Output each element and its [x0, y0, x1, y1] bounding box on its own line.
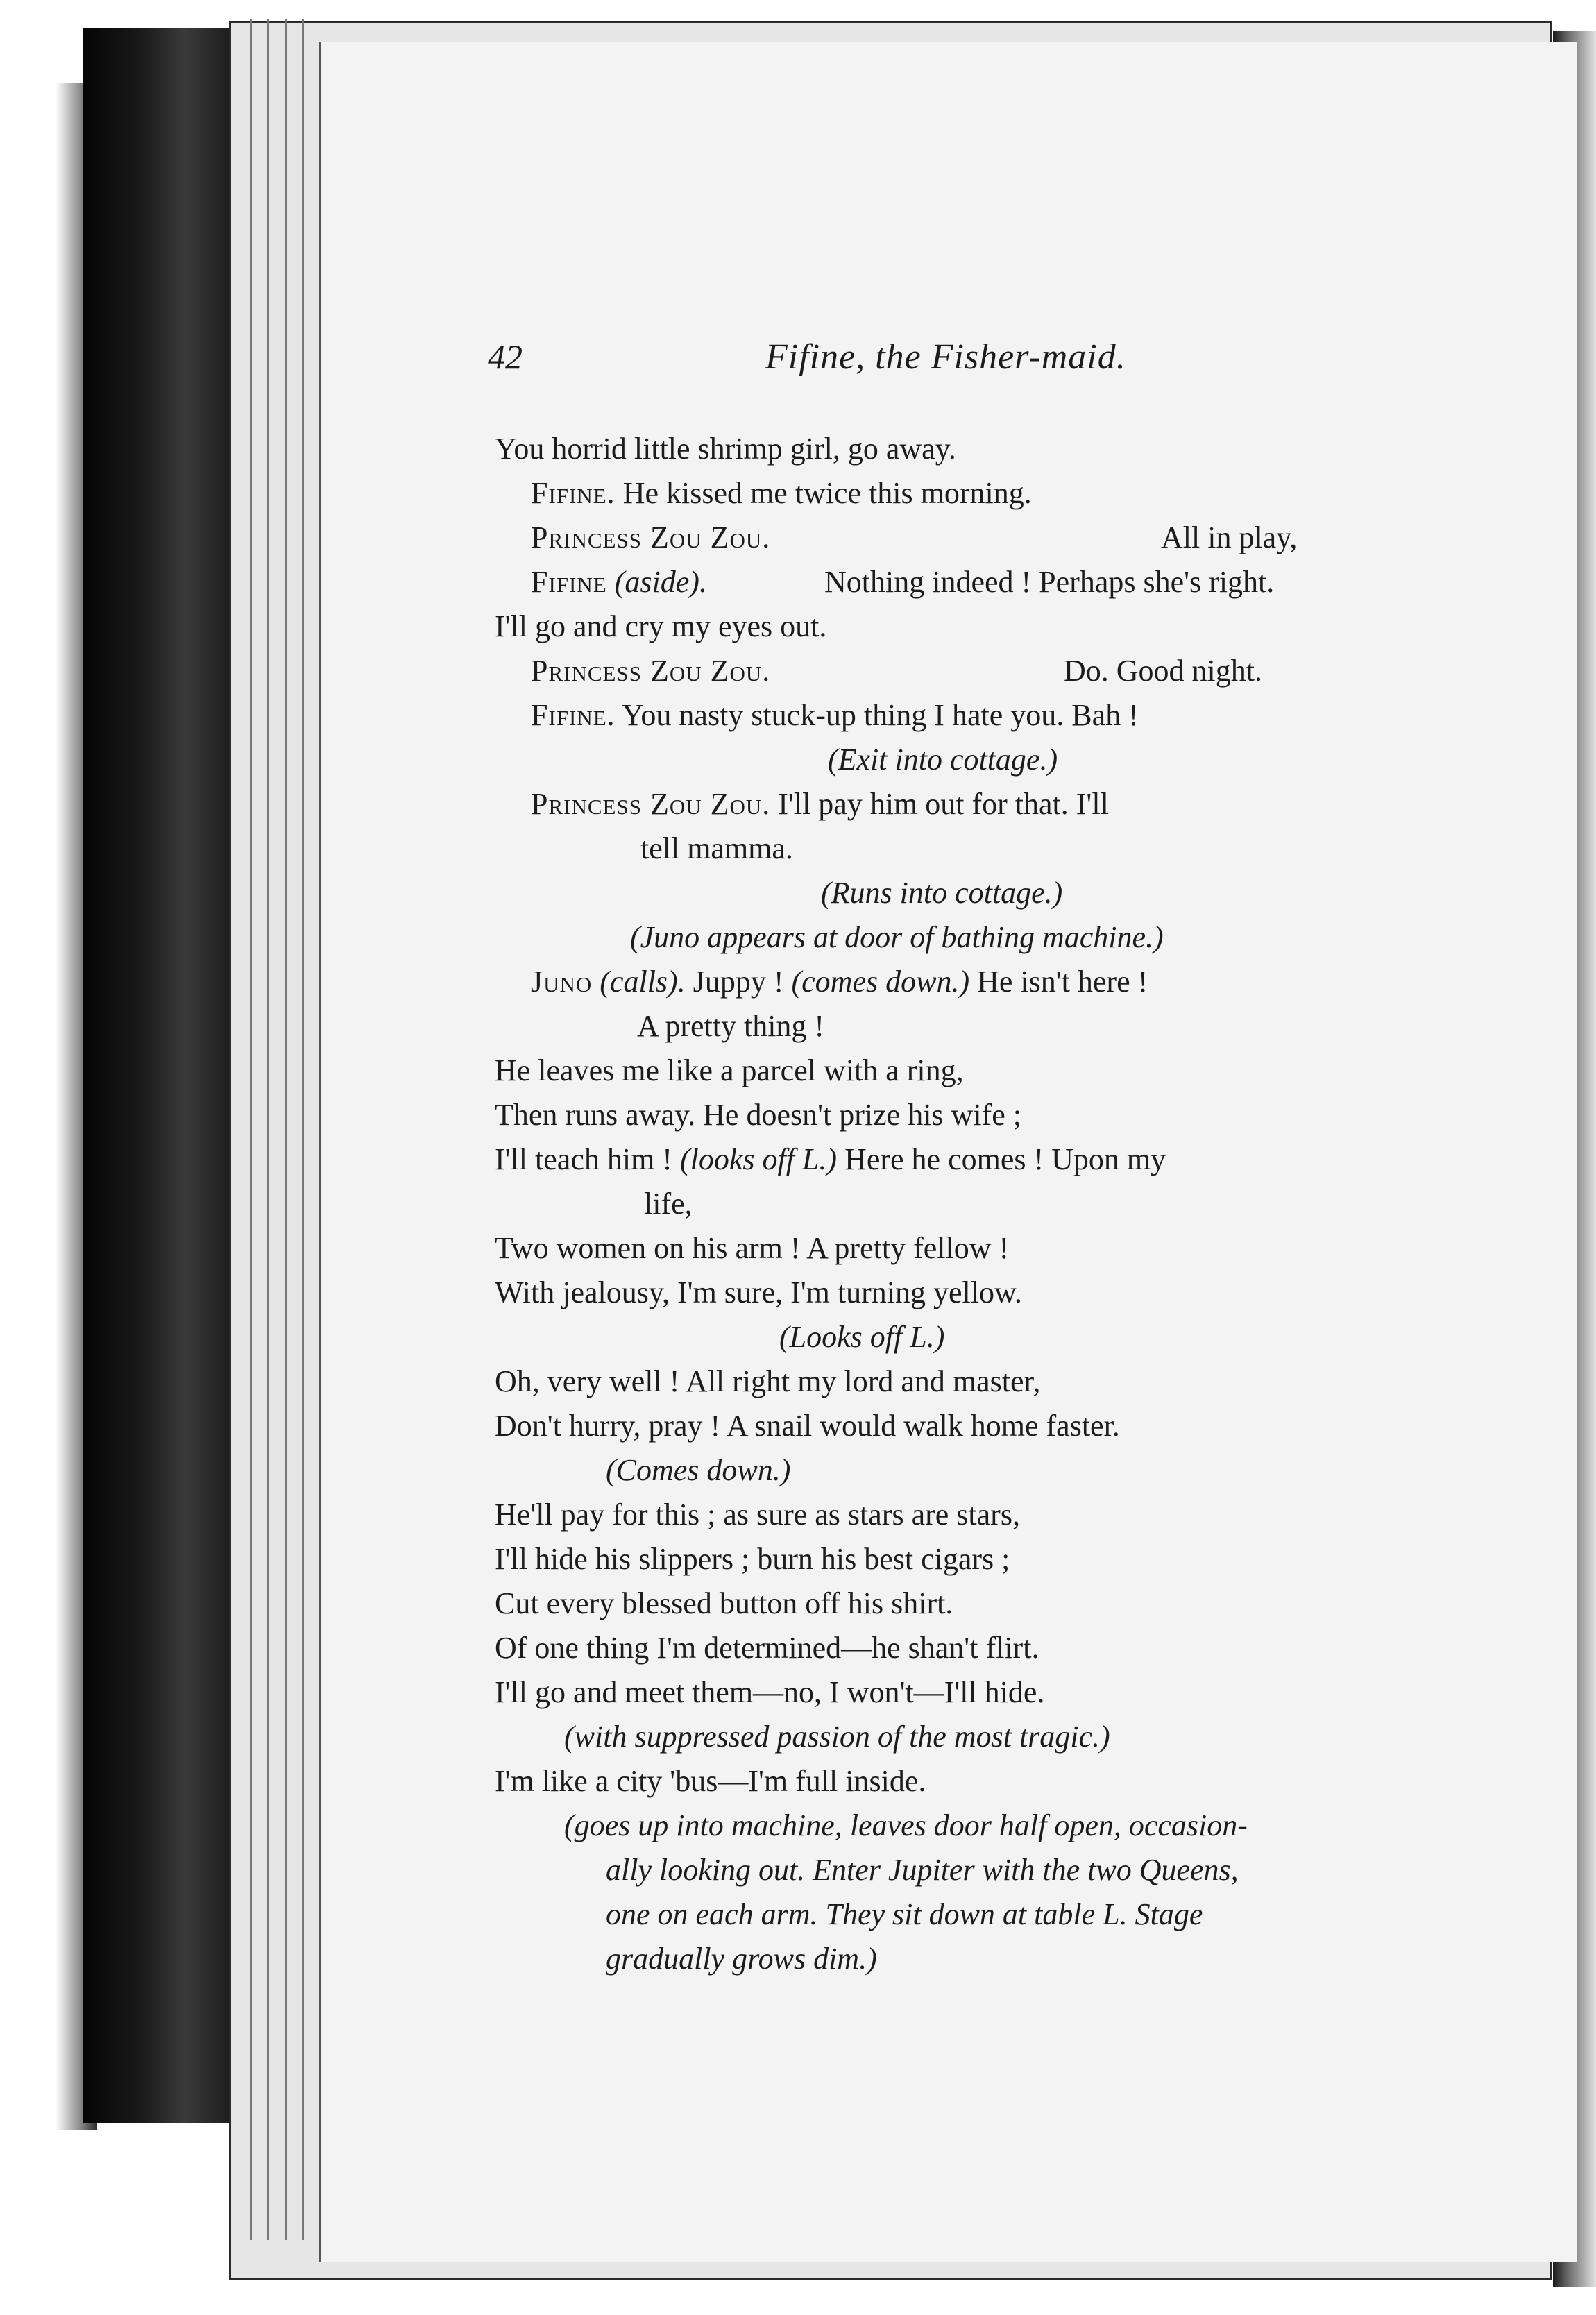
- verse-text: Juppy !: [693, 965, 784, 999]
- dialogue-line: [495, 516, 1563, 560]
- verse-text: He isn't here !: [977, 965, 1148, 999]
- verse-line: Cut every blessed button off his shirt.: [495, 1586, 953, 1620]
- dialogue-line: [495, 471, 1563, 516]
- verse-text: Here he comes ! Upon my: [844, 1142, 1166, 1176]
- verse-text: You nasty stuck-up thing I hate you. Bah !: [622, 698, 1139, 732]
- speaker-name: Princess Zou Zou.: [531, 787, 771, 821]
- verse-line: I'll go and cry my eyes out.: [495, 609, 827, 643]
- page-header: [321, 337, 1577, 392]
- stage-direction: (aside).: [614, 565, 707, 599]
- book-page: [319, 42, 1577, 2262]
- page-body: [495, 427, 1563, 1981]
- verse-line: A pretty thing !: [637, 1009, 825, 1043]
- speaker-name: Princess Zou Zou.: [531, 654, 771, 688]
- speaker-name: Fifine: [531, 565, 607, 599]
- dialogue-line: [495, 693, 1563, 738]
- verse-line: You horrid little shrimp girl, go away.: [495, 432, 956, 466]
- stage-direction: (with suppressed passion of the most tragic.): [564, 1720, 1110, 1754]
- verse-line: Of one thing I'm determined—he shan't flirt.: [495, 1631, 1039, 1665]
- page-edge: [267, 19, 269, 2240]
- dialogue-line: [495, 960, 1563, 1004]
- verse-line: tell mamma.: [640, 831, 793, 865]
- stage-direction: ally looking out. Enter Jupiter with the two Queens,: [606, 1853, 1239, 1887]
- stage-direction: (comes down.): [791, 965, 970, 999]
- verse-line: He leaves me like a parcel with a ring,: [495, 1053, 964, 1087]
- speaker-name: Fifine.: [531, 698, 616, 732]
- verse-text: Do. Good night.: [1064, 654, 1262, 688]
- dialogue-line: [495, 560, 1563, 604]
- dialogue-line: [495, 782, 1563, 826]
- page-number: 42: [488, 337, 523, 376]
- stage-direction: (Runs into cottage.): [821, 876, 1063, 910]
- verse-text: I'll pay him out for that. I'll: [778, 787, 1109, 821]
- speaker-name: Fifine.: [531, 476, 616, 510]
- verse-line: Then runs away. He doesn't prize his wife ;: [495, 1098, 1021, 1132]
- running-title: Fifine, the Fisher-maid.: [765, 337, 1126, 377]
- verse-line: I'll go and meet them—no, I won't—I'll hide.: [495, 1675, 1045, 1709]
- page-edge: [250, 19, 252, 2240]
- verse-line: He'll pay for this ; as sure as stars are stars,: [495, 1498, 1020, 1532]
- stage-direction: (Juno appears at door of bathing machine.): [630, 920, 1164, 954]
- page-edge: [302, 19, 304, 2240]
- stage-direction: (Comes down.): [606, 1453, 791, 1487]
- verse-line: I'm like a city 'bus—I'm full inside.: [495, 1764, 926, 1798]
- stage-direction: (goes up into machine, leaves door half open, occasion-: [564, 1808, 1248, 1842]
- verse-line: [495, 1137, 1563, 1182]
- book-spine: [83, 28, 229, 2123]
- stage-direction: (Exit into cottage.): [828, 743, 1058, 777]
- stage-direction: (looks off L.): [679, 1142, 838, 1176]
- verse-line: I'll hide his slippers ; burn his best cigars ;: [495, 1542, 1010, 1576]
- stage-direction: (Looks off L.): [779, 1320, 945, 1354]
- stage-direction: one on each arm. They sit down at table L. Stage: [606, 1897, 1203, 1931]
- speaker-name: Juno: [531, 965, 593, 999]
- verse-text: I'll teach him !: [495, 1142, 672, 1176]
- verse-text: All in play,: [1161, 520, 1298, 554]
- speaker-name: Princess Zou Zou.: [531, 520, 771, 554]
- stage-direction: (calls).: [600, 965, 686, 999]
- dialogue-line: [495, 649, 1563, 693]
- verse-line: With jealousy, I'm sure, I'm turning yellow.: [495, 1275, 1022, 1309]
- verse-text: He kissed me twice this morning.: [622, 476, 1032, 510]
- verse-line: Two women on his arm ! A pretty fellow !: [495, 1231, 1010, 1265]
- verse-text: Nothing indeed ! Perhaps she's right.: [824, 565, 1275, 599]
- stage-direction: gradually grows dim.): [606, 1942, 877, 1976]
- page-edge: [285, 19, 287, 2240]
- verse-line: Don't hurry, pray ! A snail would walk home faster.: [495, 1409, 1120, 1443]
- verse-line: Oh, very well ! All right my lord and master,: [495, 1364, 1041, 1398]
- verse-line: life,: [644, 1187, 693, 1221]
